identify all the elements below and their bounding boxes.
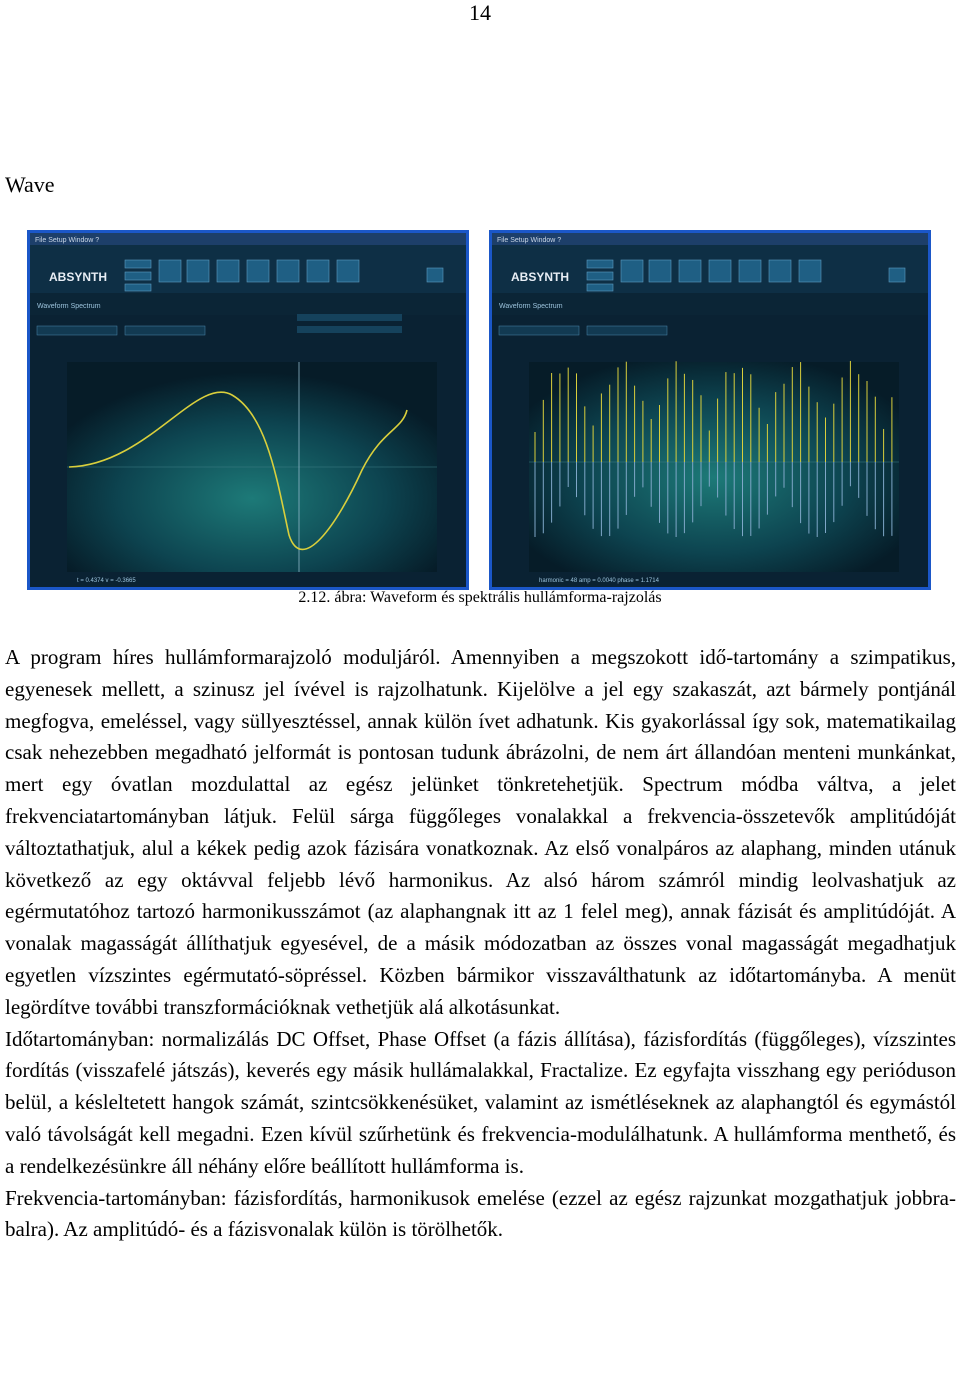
figure-caption: 2.12. ábra: Waveform és spektrális hullámforma-rajzolás [298, 589, 662, 606]
section-title: Wave [5, 172, 55, 197]
window-menu: File Setup Window ? [497, 237, 562, 244]
mode-tabs: Waveform Spectrum [499, 303, 563, 310]
cursor-readout: t = 0.4374 v = -0.3665 [77, 578, 136, 584]
absynth-waveform-screenshot [27, 230, 469, 590]
absynth-logo: ABSYNTH [49, 270, 108, 284]
paragraph-3: Frekvencia-tartományban: fázisfordítás, harmonikusok emelése (ezzel az egész rajzunkat mozgathatjuk jobbra-balra). Az amplitúdó- és a fázisvonalak külön is törölhetők. [5, 1185, 956, 1242]
page-number: 14 [469, 0, 491, 25]
body-text [5, 642, 956, 1246]
mode-tabs: Waveform Spectrum [37, 303, 101, 310]
absynth-logo: ABSYNTH [511, 270, 570, 284]
paragraph-1: A program híres hullámformarajzoló moduljáról. Amennyiben a megszokott idő-tartomány a szimpatikus, egyenesek mellett, a szinusz jel ívével is rajzolhatunk. Kijelölve a jel egy szakaszát, azt bármely pontjánál megfogva, emeléssel, vagy süllyesztéssel, annak külön ívet adhatunk. Kis gyakorlással így sok, matematikailag csak nehezebben megadható jelformát is pontosan tudunk ábrázolni, de nem árt állandóan menteni munkánkat, mert egy óvatlan mozdulattal az egész jelünket tönkretehetjük. Spectrum módba váltva, a jelet frekvenciatartományban látjuk. Felül sárga függőleges vonalakkal a frekvencia-összetevők amplitúdóját változtathatjuk, alul a kékek pedig azok fázisára vonatkoznak. Az első vonalpáros az alaphang, minden utánuk következő az egy oktávval feljebb lévő harmonikus. Az alsó három számról mindig leolvashatjuk az egérmutatóhoz tartozó harmonikusszámot (az alaphangnak itt az 1 felel meg), annak fázisát és amplitúdóját. A vonalak magasságát állíthatjuk egyesével, de a másik módozatban az összes vonal magasságát megadhatjuk egyetlen vízszintes egérmutató-söpréssel. Közben bármikor visszaválthatunk az időtartományba. A menüt legördítve további transzformációknak vethetjük alá alkotásunkat. [5, 645, 956, 1019]
absynth-spectrum-screenshot [489, 230, 931, 590]
cursor-readout: harmonic = 48 amp = 0.0040 phase = 1.1714 [539, 578, 659, 584]
window-menu: File Setup Window ? [35, 237, 100, 244]
paragraph-2: Időtartományban: normalizálás DC Offset, Phase Offset (a fázis állítása), fázisfordítás (függőleges), vízszintes fordítás (visszafelé játszás), keverés egy másik hullámalakkal, Fractalize. Ez egyfajta visszhang egy perióduson belül, a késleltetett hangok számát, szintcsökkenésüket, valamint az ismétléseknek az alaphangtól és egymástól való távolságát kell megadni. Ezen kívül szűrhetünk és frekvencia-modulálhatunk. A hullámforma menthető, és a rendelkezésünkre áll néhány előre beállított hullámforma is. [5, 1026, 956, 1178]
